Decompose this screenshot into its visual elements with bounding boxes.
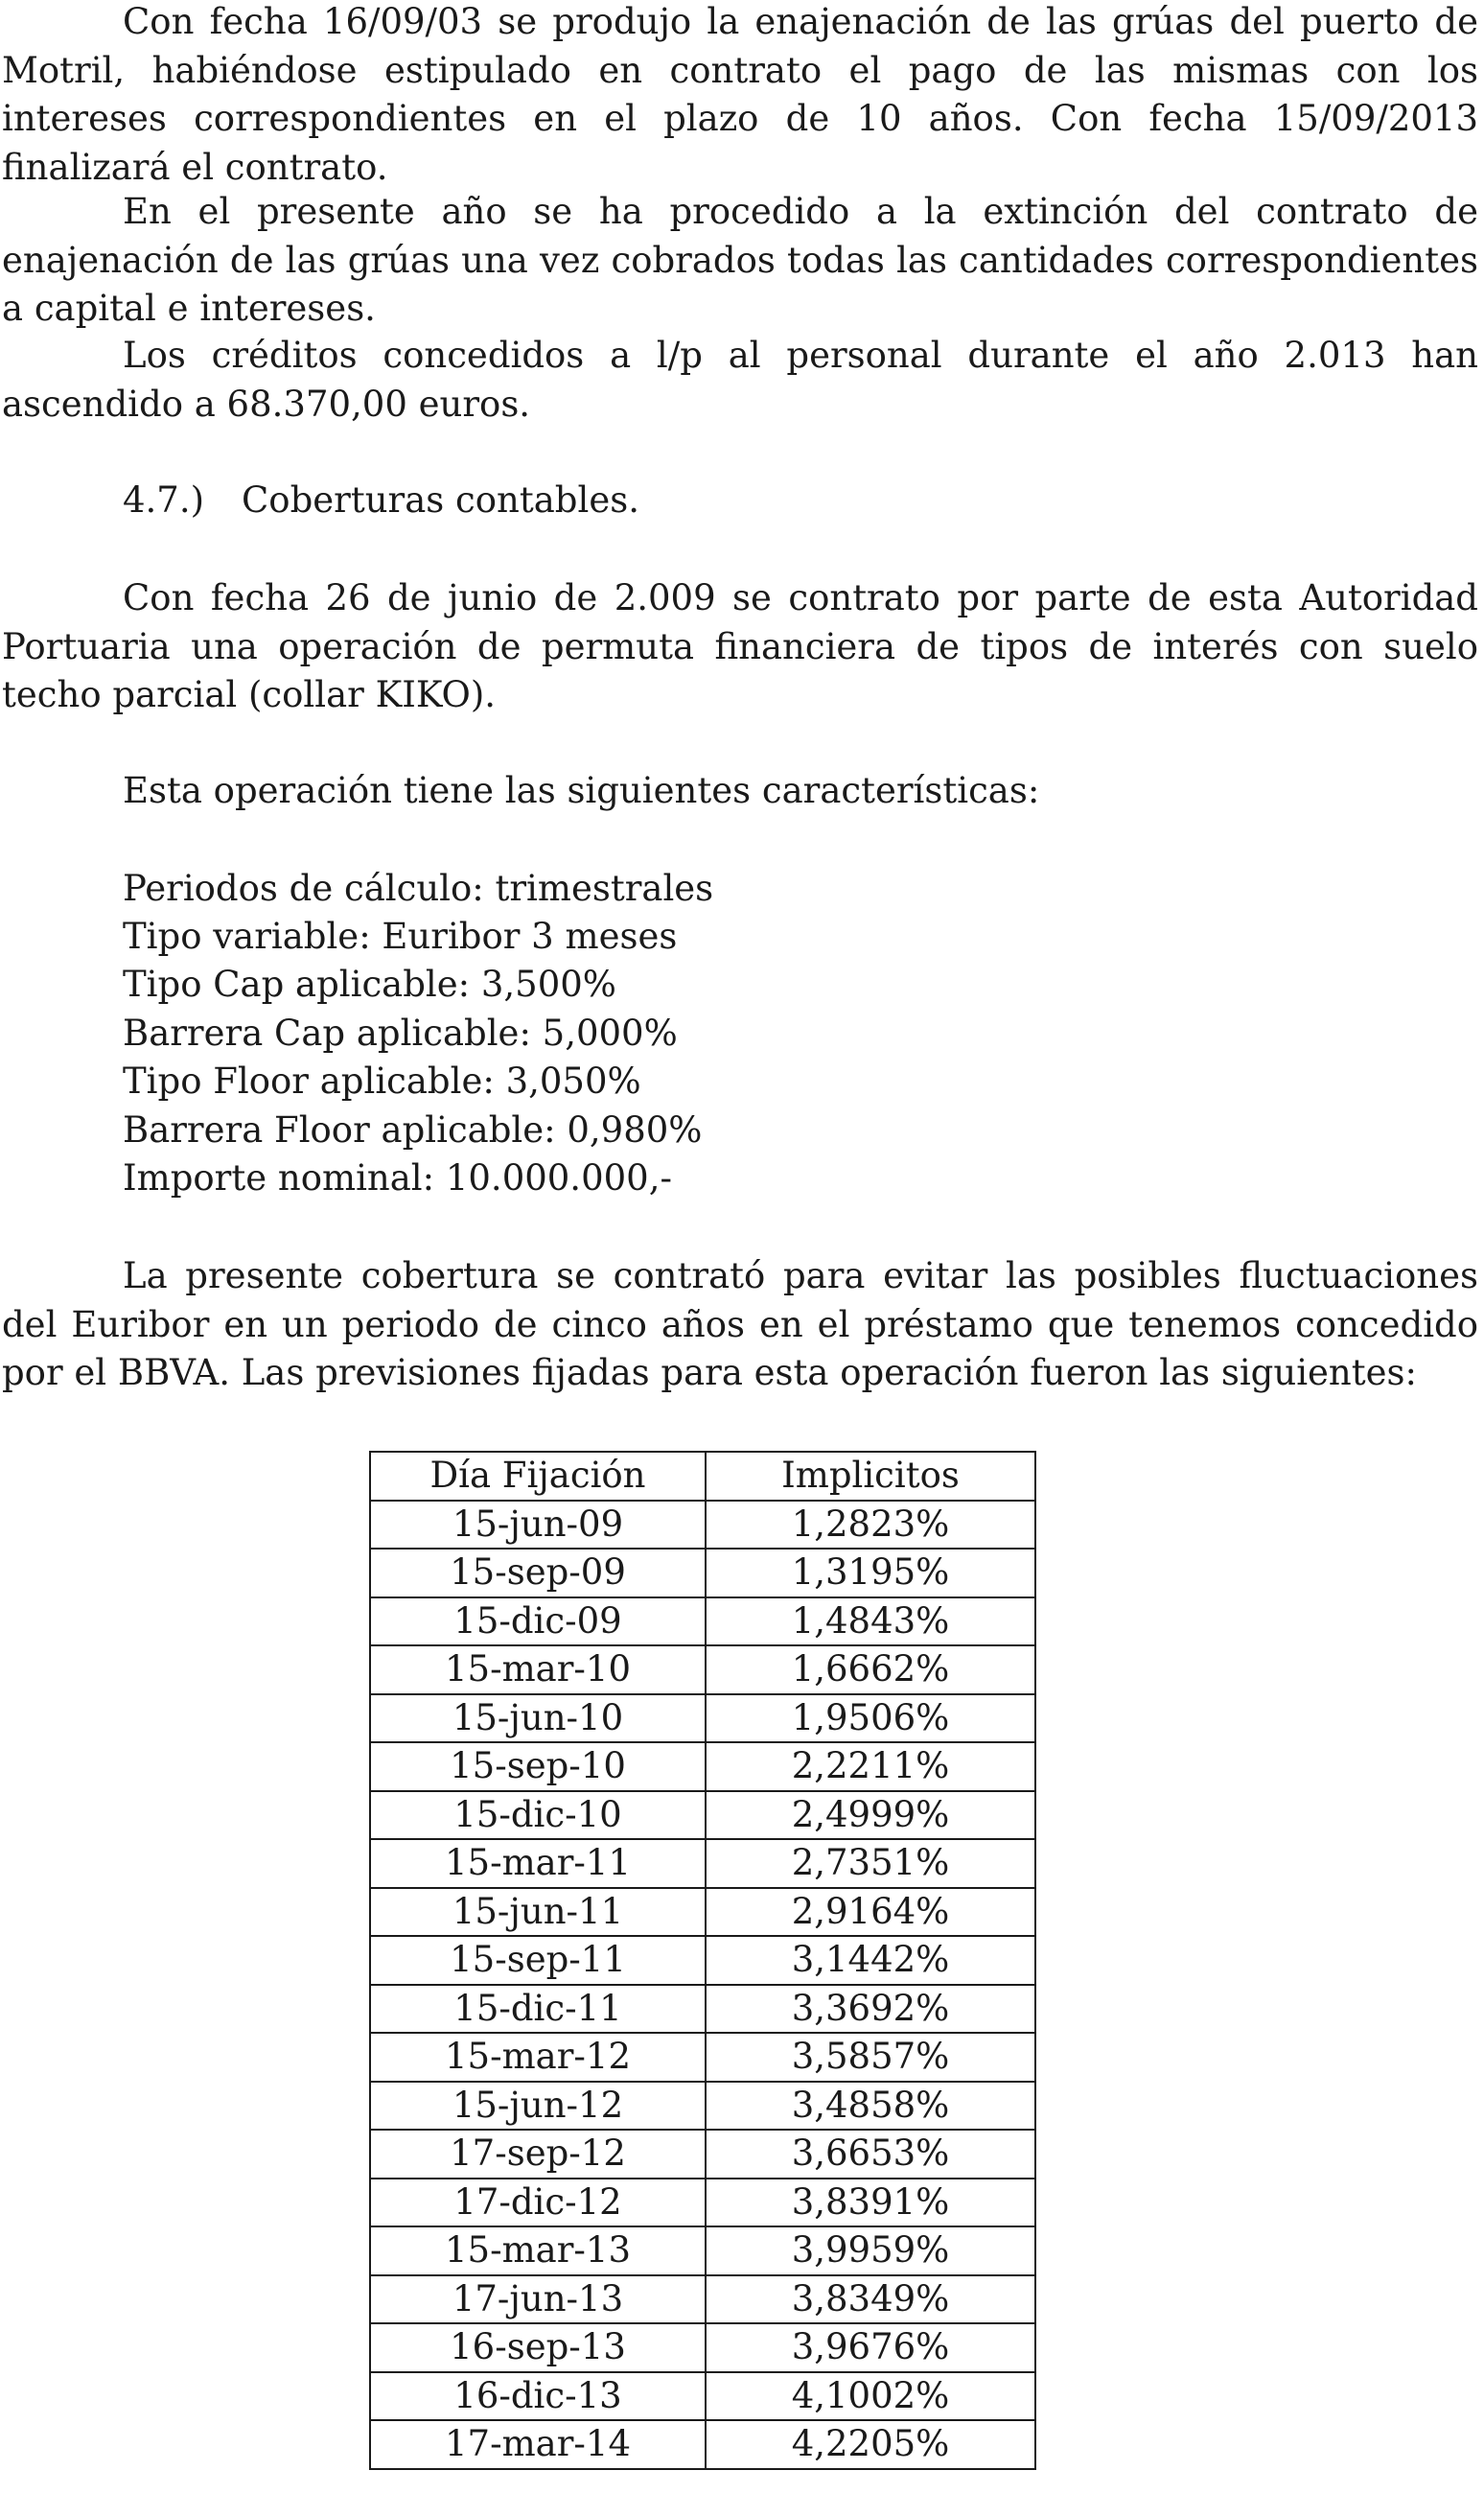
table-row: [370, 2275, 1035, 2324]
characteristic-item: Importe nominal: 10.000.000,-: [123, 1157, 672, 1199]
paragraph-swap-operation: [2, 574, 1478, 720]
table-row: [370, 1549, 1035, 1597]
implied-rate-cell: 2,4999%: [706, 1791, 1035, 1840]
fixing-day-cell: 15-sep-10: [370, 1742, 706, 1791]
fixing-day-cell: 17-sep-12: [370, 2130, 706, 2179]
fixing-day-cell: 15-dic-09: [370, 1597, 706, 1646]
implied-rate-cell: 1,3195%: [706, 1549, 1035, 1597]
paragraph-coverage-purpose: [2, 1252, 1478, 1398]
implied-rate-cell: 4,1002%: [706, 2372, 1035, 2421]
section-number: 4.7.): [123, 479, 205, 521]
characteristic-item: Tipo variable: Euribor 3 meses: [123, 916, 678, 957]
fixing-rates-table: [369, 1451, 1036, 2470]
implied-rate-cell: 3,1442%: [706, 1936, 1035, 1985]
characteristic-item: Barrera Cap aplicable: 5,000%: [123, 1013, 678, 1054]
fixing-day-cell: 15-sep-09: [370, 1549, 706, 1597]
fixing-day-cell: 15-dic-11: [370, 1985, 706, 2034]
fixing-day-cell: 17-jun-13: [370, 2275, 706, 2324]
characteristic-item: Tipo Cap aplicable: 3,500%: [123, 964, 616, 1005]
table-row: [370, 1742, 1035, 1791]
fixing-day-cell: 15-jun-10: [370, 1694, 706, 1743]
implied-rate-cell: 3,3692%: [706, 1985, 1035, 2034]
fixing-day-cell: 15-mar-13: [370, 2226, 706, 2275]
column-header-fixing-day: Día Fijación: [370, 1452, 706, 1501]
implied-rate-cell: 3,8391%: [706, 2179, 1035, 2227]
paragraph-text: La presente cobertura se contrató para evitar las posibles fluctuaciones del Euribor en un periodo de cinco años en el préstamo que tenemos concedido por el BBVA. Las previsiones fijadas para esta operación fueron las siguientes:: [2, 1255, 1478, 1393]
table-row: [370, 1501, 1035, 1550]
fixing-day-cell: 15-mar-12: [370, 2033, 706, 2082]
characteristic-item: Tipo Floor aplicable: 3,050%: [123, 1060, 641, 1102]
implied-rate-cell: 3,8349%: [706, 2275, 1035, 2324]
table-row: [370, 1888, 1035, 1937]
table-row: [370, 2082, 1035, 2131]
paragraph-text: Los créditos concedidos a l/p al personal durante el año 2.013 han ascendido a 68.370,00 euros.: [2, 335, 1478, 425]
fixing-day-cell: 15-dic-10: [370, 1791, 706, 1840]
fixing-day-cell: 16-sep-13: [370, 2323, 706, 2372]
paragraph-text: Con fecha 16/09/03 se produjo la enajenación de las grúas del puerto de Motril, habiéndose estipulado en contrato el pago de las mismas con los intereses correspondientes en el plazo de 10 años. Con fecha 15/09/2013 finalizará el contrato.: [2, 1, 1478, 188]
table-row: [370, 2226, 1035, 2275]
column-header-implied-rate: Implicitos: [706, 1452, 1035, 1501]
table-row: [370, 1597, 1035, 1646]
implied-rate-cell: 1,2823%: [706, 1501, 1035, 1550]
fixing-day-cell: 15-jun-12: [370, 2082, 706, 2131]
table-row: [370, 2372, 1035, 2421]
paragraph-cranes-sale: [2, 0, 1478, 192]
fixing-day-cell: 17-dic-12: [370, 2179, 706, 2227]
implied-rate-cell: 1,6662%: [706, 1645, 1035, 1694]
table-row: [370, 2179, 1035, 2227]
table-header-row: [370, 1452, 1035, 1501]
table-row: [370, 1791, 1035, 1840]
implied-rate-cell: 3,5857%: [706, 2033, 1035, 2082]
implied-rate-cell: 4,2205%: [706, 2420, 1035, 2469]
table-row: [370, 1839, 1035, 1888]
fixing-day-cell: 17-mar-14: [370, 2420, 706, 2469]
implied-rate-cell: 3,9676%: [706, 2323, 1035, 2372]
fixing-day-cell: 15-mar-11: [370, 1839, 706, 1888]
implied-rate-cell: 3,9959%: [706, 2226, 1035, 2275]
fixing-day-cell: 15-sep-11: [370, 1936, 706, 1985]
table-row: [370, 2420, 1035, 2469]
implied-rate-cell: 1,9506%: [706, 1694, 1035, 1743]
implied-rate-cell: 2,7351%: [706, 1839, 1035, 1888]
implied-rate-cell: 3,6653%: [706, 2130, 1035, 2179]
table-row: [370, 1645, 1035, 1694]
table-row: [370, 2323, 1035, 2372]
table-body: [370, 1501, 1035, 2469]
implied-rate-cell: 2,2211%: [706, 1742, 1035, 1791]
fixing-day-cell: 16-dic-13: [370, 2372, 706, 2421]
fixing-day-cell: 15-jun-11: [370, 1888, 706, 1937]
paragraph-text: Con fecha 26 de junio de 2.009 se contrato por parte de esta Autoridad Portuaria una operación de permuta financiera de tipos de interés con suelo techo parcial (collar KIKO).: [2, 577, 1478, 715]
table-row: [370, 1985, 1035, 2034]
implied-rate-cell: 2,9164%: [706, 1888, 1035, 1937]
paragraph-characteristics-intro: Esta operación tiene las siguientes características:: [123, 770, 1040, 811]
table-row: [370, 1936, 1035, 1985]
implied-rate-cell: 3,4858%: [706, 2082, 1035, 2131]
paragraph-contract-extinction: [2, 188, 1478, 334]
fixing-day-cell: 15-jun-09: [370, 1501, 706, 1550]
paragraph-text: En el presente año se ha procedido a la extinción del contrato de enajenación de las grúas una vez cobrados todas las cantidades correspondientes a capital e intereses.: [2, 191, 1478, 329]
fixing-day-cell: 15-mar-10: [370, 1645, 706, 1694]
table-row: [370, 1694, 1035, 1743]
table-row: [370, 2033, 1035, 2082]
table-row: [370, 2130, 1035, 2179]
section-title: Coberturas contables.: [242, 479, 639, 521]
paragraph-staff-credits: [2, 332, 1478, 429]
characteristic-item: Barrera Floor aplicable: 0,980%: [123, 1109, 703, 1151]
implied-rate-cell: 1,4843%: [706, 1597, 1035, 1646]
characteristic-item: Periodos de cálculo: trimestrales: [123, 868, 714, 909]
